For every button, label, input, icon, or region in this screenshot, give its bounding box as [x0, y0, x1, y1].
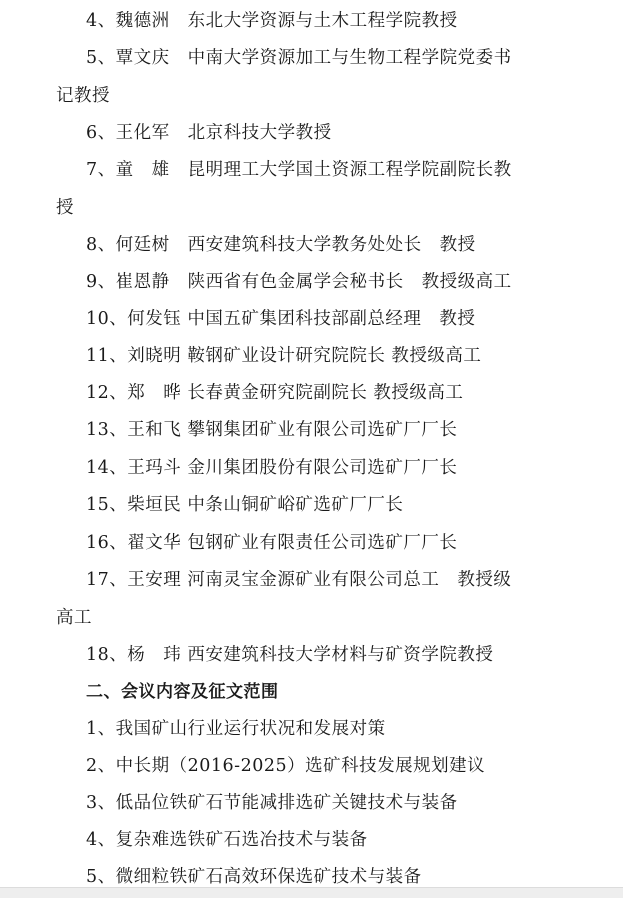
topic-line-3: 3、低品位铁矿石节能减排选矿关键技术与装备 [86, 793, 458, 813]
member-line-17: 17、王安理 河南灵宝金源矿业有限公司总工 教授级 [86, 570, 512, 590]
member-line-10: 10、何发钰 中国五矿集团科技部副总经理 教授 [86, 309, 476, 329]
member-line-14: 14、王玛斗 金川集团股份有限公司选矿厂厂长 [86, 458, 458, 478]
topic-line-1: 1、我国矿山行业运行状况和发展对策 [86, 719, 386, 739]
member-line-7-cont: 授 [56, 198, 74, 218]
member-line-6: 6、王化军 北京科技大学教授 [86, 123, 332, 143]
topic-line-2: 2、中长期（2016-2025）选矿科技发展规划建议 [86, 756, 486, 776]
member-line-11: 11、刘晓明 鞍钢矿业设计研究院院长 教授级高工 [86, 346, 482, 366]
member-line-17-cont: 高工 [56, 608, 92, 628]
member-line-9: 9、崔恩静 陕西省有色金属学会秘书长 教授级高工 [86, 272, 512, 292]
member-line-5: 5、覃文庆 中南大学资源加工与生物工程学院党委书 [86, 48, 512, 68]
member-line-12: 12、郑 晔 长春黄金研究院副院长 教授级高工 [86, 383, 464, 403]
topic-line-5: 5、微细粒铁矿石高效环保选矿技术与装备 [86, 867, 422, 887]
member-line-15: 15、柴垣民 中条山铜矿峪矿选矿厂厂长 [86, 495, 404, 515]
viewer-bottom-bar [0, 887, 623, 898]
member-line-5-cont: 记教授 [56, 86, 110, 106]
member-line-4: 4、魏德洲 东北大学资源与土木工程学院教授 [86, 11, 458, 31]
section-heading: 二、会议内容及征文范围 [86, 682, 279, 702]
member-line-7: 7、童 雄 昆明理工大学国土资源工程学院副院长教 [86, 160, 512, 180]
topic-line-4: 4、复杂难选铁矿石选冶技术与装备 [86, 830, 368, 850]
member-line-18: 18、杨 玮 西安建筑科技大学材料与矿资学院教授 [86, 645, 494, 665]
member-line-16: 16、翟文华 包钢矿业有限责任公司选矿厂厂长 [86, 533, 458, 553]
member-line-13: 13、王和飞 攀钢集团矿业有限公司选矿厂厂长 [86, 420, 458, 440]
member-line-8: 8、何廷树 西安建筑科技大学教务处处长 教授 [86, 235, 476, 255]
